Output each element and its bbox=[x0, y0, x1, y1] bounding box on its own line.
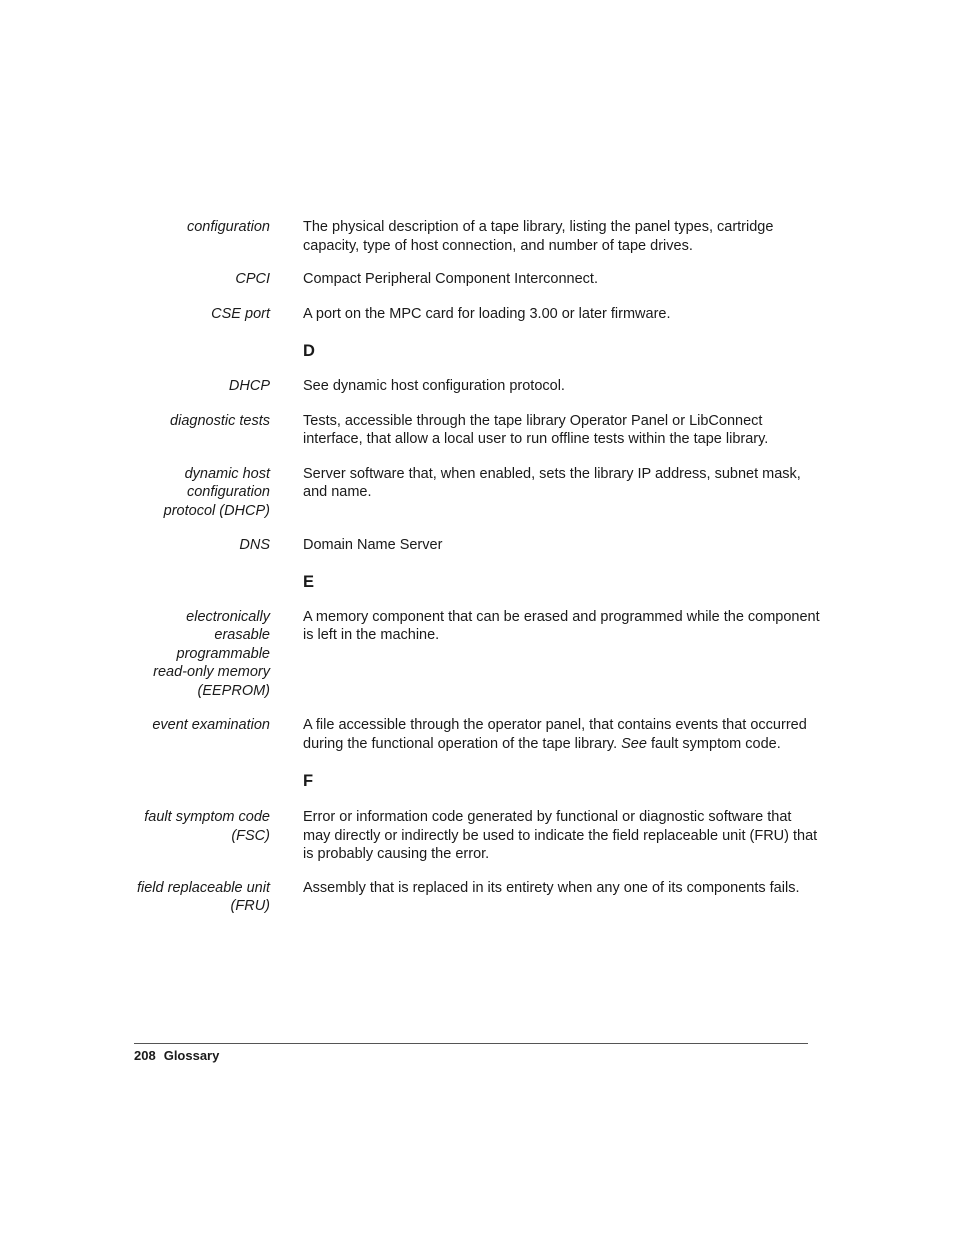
footer-divider bbox=[134, 1043, 808, 1044]
glossary-list bbox=[120, 218, 820, 916]
glossary-term: fault symptom code (FSC) bbox=[144, 809, 270, 844]
glossary-term: configuration bbox=[186, 219, 270, 235]
section-letter-e: E bbox=[303, 572, 315, 591]
glossary-definition: Assembly that is replaced in its entirety when any one of its components fails. bbox=[303, 879, 800, 896]
glossary-entry bbox=[120, 808, 820, 864]
glossary-entry bbox=[120, 716, 820, 753]
glossary-entry bbox=[120, 412, 820, 449]
see-reference-word: See bbox=[621, 735, 647, 752]
glossary-entry bbox=[120, 305, 820, 324]
page-number: 208 bbox=[134, 1048, 156, 1063]
glossary-definition: A memory component that can be erased and programmed while the component is left in the machine. bbox=[303, 608, 820, 643]
glossary-definition: A port on the MPC card for loading 3.00 or later firmware. bbox=[303, 305, 671, 322]
glossary-entry bbox=[120, 536, 820, 555]
glossary-term: diagnostic tests bbox=[170, 412, 270, 429]
glossary-term: field replaceable unit (FRU) bbox=[136, 879, 270, 914]
glossary-term: event examination bbox=[152, 717, 270, 733]
glossary-term: DNS bbox=[239, 537, 270, 553]
glossary-definition: Compact Peripheral Component Interconnect. bbox=[303, 271, 598, 287]
glossary-term: CSE port bbox=[211, 305, 270, 322]
glossary-entry bbox=[120, 218, 820, 255]
glossary-definition: The physical description of a tape library, listing the panel types, cartridge capacity, type of host connection, and number of tape drives. bbox=[303, 219, 774, 254]
glossary-entry bbox=[120, 377, 820, 396]
glossary-definition: See dynamic host configuration protocol. bbox=[303, 378, 565, 394]
glossary-definition: Tests, accessible through the tape library Operator Panel or LibConnect interface, that allow a local user to run offline tests within the tape library. bbox=[303, 412, 769, 447]
glossary-term: DHCP bbox=[228, 378, 270, 394]
section-letter-f: F bbox=[303, 772, 314, 790]
glossary-entry bbox=[120, 465, 820, 521]
see-reference-target: fault symptom code. bbox=[650, 735, 781, 752]
glossary-entry bbox=[120, 879, 820, 916]
definition-text: A file accessible through the operator panel, that contains events that occurred during the functional operation of the tape library. bbox=[303, 717, 807, 752]
glossary-definition: Server software that, when enabled, sets the library IP address, subnet mask, and name. bbox=[303, 465, 801, 500]
glossary-definition bbox=[303, 716, 820, 753]
glossary-term: dynamic host configuration protocol (DHCP) bbox=[163, 465, 270, 519]
glossary-term: CPCI bbox=[235, 271, 270, 287]
glossary-entry bbox=[120, 608, 820, 701]
page-footer bbox=[134, 1048, 219, 1064]
glossary-definition: Domain Name Server bbox=[303, 537, 443, 553]
glossary-definition: Error or information code generated by functional or diagnostic software that may directly or indirectly be used to indicate the field replaceable unit (FRU) that is probably causing the error. bbox=[303, 809, 818, 862]
glossary-entry bbox=[120, 270, 820, 289]
footer-section-title: Glossary bbox=[163, 1048, 220, 1063]
glossary-term: electronically erasable programmable read-only memory (EEPROM) bbox=[153, 608, 270, 699]
section-letter-d: D bbox=[303, 342, 315, 360]
